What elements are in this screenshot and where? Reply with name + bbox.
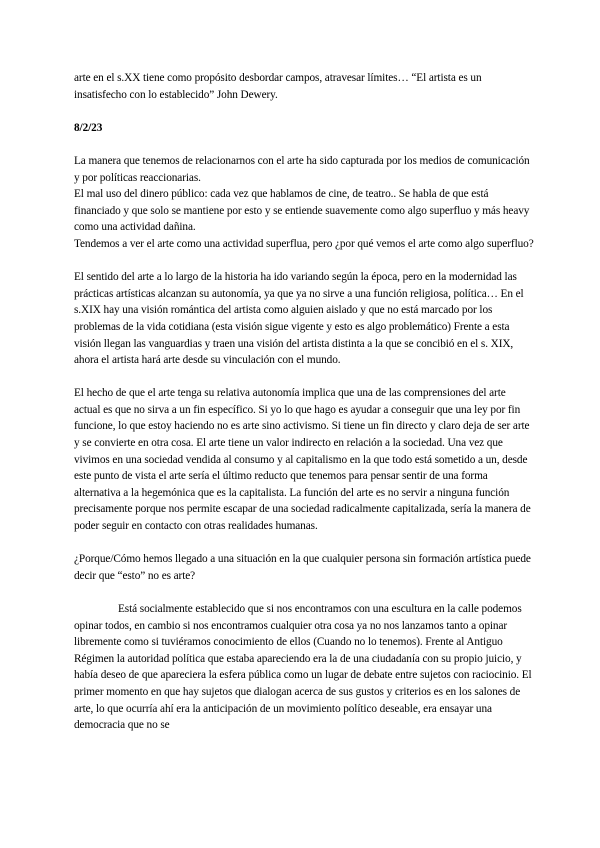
document-body [74, 70, 534, 734]
spacer [74, 535, 534, 552]
paragraph-line: El mal uso del dinero público: cada vez que hablamos de cine, de teatro.. Se habla de que está financiado y que solo se mantiene por esto y se entiende suavemente como algo superfluo y más heavy como una actividad dañina. [74, 188, 530, 234]
paragraph-line: La manera que tenemos de relacionarnos con el arte ha sido capturada por los medios de comunicación y por políticas reaccionarias. [74, 154, 530, 184]
spacer [74, 369, 534, 386]
paragraph-history: El sentido del arte a lo largo de la historia ha ido variando según la época, pero en la modernidad las prácticas artísticas alcanzan su autonomía, ya que ya no sirve a una función religiosa, política… En el s.XIX hay una visión romántica del artista como alguien aislado y que no está marcado por los problemas de la vida cotidiana (esta visión sigue vigente y esto es algo problemático) Frente a esta visión llegan las vanguardias y traen una visión del artista distinta a la que se concibió en el s. XIX, ahora el artista hará arte desde su vinculación con el mundo. [74, 271, 524, 367]
paragraph-public-sphere: Está socialmente establecido que si nos encontramos con una escultura en la calle podemos opinar todos, en cambio si nos encontramos cualquier otra cosa ya no nos lanzamos tanto a opinar libremente como si tuviéramos conocimiento de ellos (Cuando no lo tenemos). Frente al Antiguo Régimen la autoridad política que estaba apareciendo era la de una ciudadanía con su propio juicio, y había deseo de que apareciera la esfera pública como un lugar de debate entre sujetos con raciocinio. El primer momento en que hay sujetos que dialogan acerca de sus gustos y criterios es en los salones de arte, lo que ocurría ahí era la anticipación de un movimiento político deseable, era ensayar una democracia que no se [74, 603, 532, 732]
paragraph-autonomy: El hecho de que el arte tenga su relativa autonomía implica que una de las comprensiones del arte actual es que no sirva a un fin específico. Si yo lo que hago es ayudar a conseguir que una ley por fin funcione, lo que estoy haciendo no es arte sino activismo. Si tiene un fin directo y claro deja de ser arte y se convierte en otra cosa. El arte tiene un valor indirecto en relación a la sociedad. Una vez que vivimos en una sociedad vendida al consumo y al capitalismo en la que todo está sometido a un, desde este punto de vista el arte sería el último reducto que tenemos para pensar sentir de una forma alternativa a la hegemónica que es la capitalista. La función del arte es no servir a ninguna función precisamente porque nos permite escapar de una sociedad radicalmente capitalizada, sería la manera de poder seguir en contacto con otras realidades humanas. [74, 387, 531, 533]
question-paragraph: ¿Porque/Cómo hemos llegado a una situación en la que cualquier persona sin formación artística puede decir que “esto” no es arte? [74, 553, 531, 582]
spacer [74, 253, 534, 270]
intro-paragraph: arte en el s.XX tiene como propósito desbordar campos, atravesar límites… “El artista es un insatisfecho con lo establecido” John Dewery. [74, 72, 482, 101]
paragraph-line: Tendemos a ver el arte como una actividad superflua, pero ¿por qué vemos el arte como algo superfluo? [74, 237, 534, 250]
spacer [74, 103, 534, 120]
spacer [74, 136, 534, 153]
date-heading: 8/2/23 [74, 121, 103, 134]
spacer [74, 584, 534, 601]
